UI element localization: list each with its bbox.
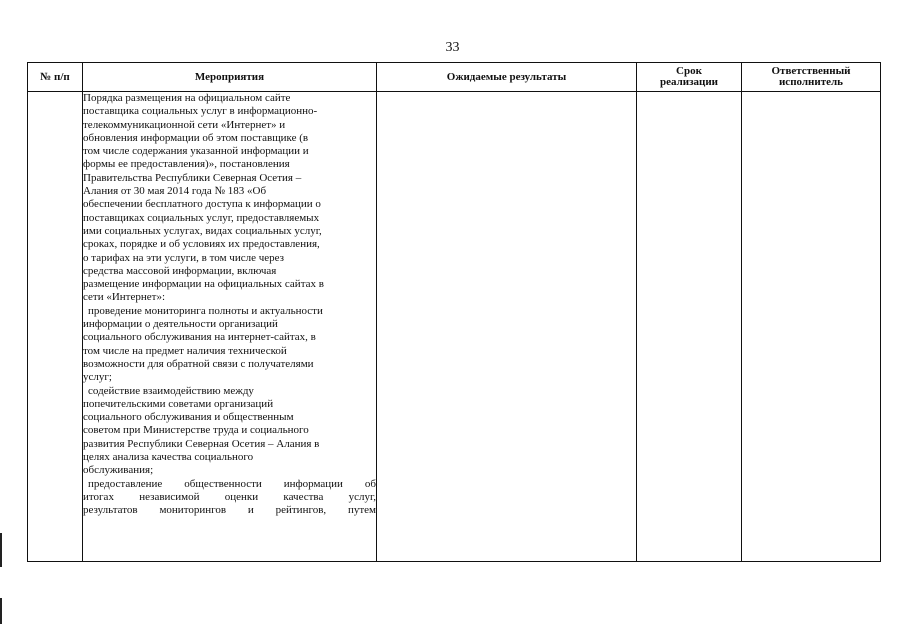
text-line: возможности для обратной связи с получателями [83, 357, 314, 370]
public-info-paragraph [83, 478, 376, 518]
text-line: Правительства Республики Северная Осетия – [83, 171, 302, 184]
header-term-line1: Срок [676, 65, 702, 77]
cell-results [377, 92, 637, 562]
cell-responsible [742, 92, 881, 562]
activities-table [27, 62, 881, 562]
text-line: социального обслуживания и общественным [83, 411, 294, 424]
text-line: том числе на предмет наличия технической [83, 344, 287, 357]
activity-paragraph [83, 92, 376, 305]
text-line: Алания от 30 мая 2014 года № 183 «Об [83, 185, 267, 198]
monitoring-paragraph [83, 305, 376, 385]
text-line: проведение мониторинга полноты и актуальности [88, 304, 323, 317]
text-line: информации о деятельности организаций [83, 318, 278, 331]
page-number: 33 [445, 40, 460, 55]
header-results: Ожидаемые результаты [377, 63, 637, 92]
text-line: обслуживания; [83, 464, 154, 477]
header-num: № п/п [28, 63, 83, 92]
text-line: сроках, порядке и об условиях их предоставления, [83, 238, 320, 251]
text-line: результатов мониторингов и рейтингов, путем [83, 504, 376, 517]
text-line: средства массовой информации, включая [83, 264, 277, 277]
header-activities: Мероприятия [83, 63, 377, 92]
text-line: о тарифах на эти услуги, в том числе через [83, 251, 284, 264]
text-line: Порядка размещения на официальном сайте [83, 92, 291, 104]
header-responsible [742, 63, 881, 92]
text-line: размещение информации на официальных сайтах в [83, 278, 324, 291]
cell-num [28, 92, 83, 562]
scan-margin-mark [0, 598, 2, 624]
text-line: попечительскими советами организаций [83, 397, 274, 410]
text-line: поставщиках социальных услуг, предоставляемых [83, 211, 320, 224]
header-term-line2: реализации [659, 76, 719, 88]
header-term [637, 63, 742, 92]
text-line: поставщика социальных услуг в информационно- [83, 105, 318, 118]
text-line: предоставление общественности информации об [88, 477, 376, 490]
text-line: сети «Интернет»: [83, 291, 165, 304]
cooperation-paragraph [83, 385, 376, 478]
cell-term [637, 92, 742, 562]
text-line: социального обслуживания на интернет-сайтах, в [83, 331, 316, 344]
header-responsible-line2: исполнитель [778, 76, 844, 88]
text-line: целях анализа качества социального [83, 451, 254, 464]
text-line: формы ее предоставления)», постановления [83, 158, 290, 171]
header-responsible-line1: Ответственный [771, 65, 851, 77]
text-line: обеспечении бесплатного доступа к информации о [83, 198, 321, 211]
text-line: содействие взаимодействию между [88, 384, 254, 397]
text-line: услуг; [83, 371, 112, 384]
text-line: ими социальных услугах, видах социальных услуг, [83, 224, 322, 237]
text-line: итогах независимой оценки качества услуг, [83, 490, 376, 503]
text-line: обновления информации об этом поставщике (в [83, 131, 309, 144]
text-line: том числе содержания указанной информации и [83, 145, 309, 158]
cell-activities [83, 92, 377, 562]
table-header-row [28, 63, 881, 92]
table-row [28, 92, 881, 562]
scan-margin-mark [0, 533, 2, 567]
text-line: развития Республики Северная Осетия – Алания в [83, 437, 320, 450]
text-line: телекоммуникационной сети «Интернет» и [83, 118, 286, 131]
text-line: советом при Министерстве труда и социального [83, 424, 309, 437]
